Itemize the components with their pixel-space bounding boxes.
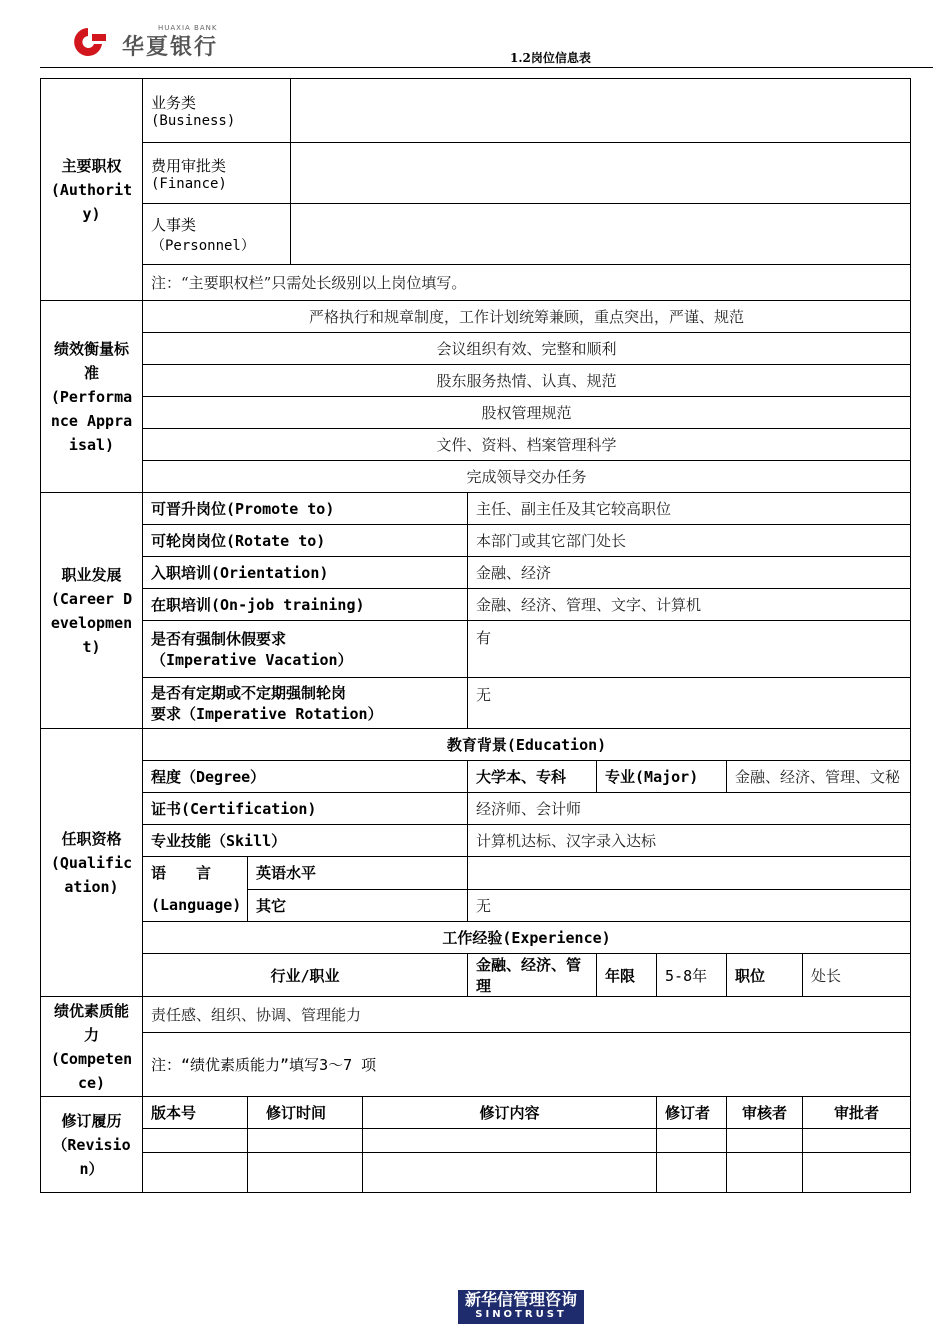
revision-cell[interactable] — [727, 1153, 803, 1193]
performance-item: 股权管理规范 — [143, 397, 911, 429]
performance-item: 文件、资料、档案管理科学 — [143, 429, 911, 461]
authority-title-en: (Authority) — [50, 180, 133, 223]
authority-finance-label — [143, 143, 291, 204]
english-value[interactable] — [468, 857, 911, 890]
vacation-label-cn: 是否有强制休假要求 — [151, 630, 287, 648]
career-label — [143, 621, 468, 678]
business-label-cn: 业务类 — [151, 94, 197, 112]
page-header — [0, 0, 950, 70]
sinotrust-logo-en: SINOTRUST — [475, 1309, 567, 1320]
career-value: 本部门或其它部门处长 — [468, 525, 911, 557]
career-title-cn: 职业发展 — [61, 565, 122, 584]
revision-cell[interactable] — [803, 1153, 911, 1193]
revision-cell[interactable] — [248, 1153, 363, 1193]
other-language-label: 其它 — [248, 889, 468, 922]
career-value: 金融、经济 — [468, 557, 911, 589]
sinotrust-logo-cn: 新华信管理咨询 — [464, 1290, 577, 1309]
qualification-title-cn: 任职资格 — [61, 829, 122, 848]
education-header: 教育背景(Education) — [143, 729, 911, 761]
performance-item: 严格执行和规章制度，工作计划统筹兼顾，重点突出，严谨、规范 — [143, 301, 911, 333]
revision-cell[interactable] — [363, 1129, 657, 1153]
bank-name-en: HUAXIA BANK — [158, 24, 218, 32]
cert-value: 经济师、会计师 — [468, 793, 911, 825]
authority-personnel-value[interactable] — [291, 204, 911, 265]
career-label: 在职培训(On-job training) — [143, 589, 468, 621]
english-label: 英语水平 — [248, 857, 468, 890]
years-value: 5-8年 — [657, 954, 727, 997]
revision-cell[interactable] — [143, 1153, 248, 1193]
revision-cell[interactable] — [143, 1129, 248, 1153]
performance-item: 完成领导交办任务 — [143, 461, 911, 493]
language-label-en: (Language) — [151, 896, 242, 914]
revision-title-cn: 修订履历 — [61, 1111, 122, 1130]
degree-value: 大学本、专科 — [468, 761, 597, 793]
experience-header: 工作经验(Experience) — [143, 922, 911, 954]
revision-cell[interactable] — [363, 1153, 657, 1193]
career-section-label — [41, 493, 143, 729]
qualification-section-label — [41, 729, 143, 997]
authority-business-label — [143, 79, 291, 143]
skill-label: 专业技能（Skill） — [143, 825, 468, 857]
authority-business-value[interactable] — [291, 79, 911, 143]
revision-cell[interactable] — [657, 1153, 727, 1193]
revision-col-approver: 审批者 — [803, 1097, 911, 1129]
header-divider — [40, 67, 933, 68]
skill-value: 计算机达标、汉字录入达标 — [468, 825, 911, 857]
performance-title-en: (Performance Appraisal) — [50, 387, 133, 454]
position-value: 处长 — [803, 954, 911, 997]
authority-title-cn: 主要职权 — [61, 156, 122, 175]
finance-label-cn: 费用审批类 — [151, 156, 227, 175]
personnel-label-en: （Personnel） — [151, 237, 255, 254]
bank-name-cn: 华夏银行 — [122, 35, 219, 60]
finance-label-en: (Finance) — [151, 175, 227, 192]
career-label — [143, 678, 468, 729]
cert-label: 证书(Certification) — [143, 793, 468, 825]
sinotrust-logo — [458, 1290, 584, 1324]
career-label: 可轮岗岗位(Rotate to) — [143, 525, 468, 557]
competence-title-en: (Competence) — [50, 1049, 133, 1092]
competence-note: 注：“绩优素质能力”填写3～7 项 — [143, 1033, 911, 1097]
career-value: 有 — [468, 621, 911, 678]
document-title: 1.2岗位信息表 — [510, 51, 591, 65]
revision-col-reviewer: 审核者 — [727, 1097, 803, 1129]
revision-col-version: 版本号 — [143, 1097, 248, 1129]
major-value: 金融、经济、管理、文秘 — [727, 761, 911, 793]
language-label-cn: 语 言 — [151, 864, 212, 882]
major-label: 专业(Major) — [597, 761, 727, 793]
authority-note: 注：“主要职权栏”只需处长级别以上岗位填写。 — [143, 265, 911, 301]
position-info-table — [40, 78, 911, 1193]
revision-col-reviser: 修订者 — [657, 1097, 727, 1129]
performance-item: 会议组织有效、完整和顺利 — [143, 333, 911, 365]
performance-section-label — [41, 301, 143, 493]
career-title-en: (Career Development) — [50, 589, 133, 656]
revision-cell[interactable] — [248, 1129, 363, 1153]
revision-cell[interactable] — [727, 1129, 803, 1153]
business-label-en: (Business) — [151, 113, 236, 129]
authority-personnel-label — [143, 204, 291, 265]
competence-section-label — [41, 997, 143, 1097]
authority-section-label — [41, 79, 143, 301]
authority-finance-value[interactable] — [291, 143, 911, 204]
revision-cell[interactable] — [657, 1129, 727, 1153]
career-label: 可晋升岗位(Promote to) — [143, 493, 468, 525]
position-label: 职位 — [727, 954, 803, 997]
revision-cell[interactable] — [803, 1129, 911, 1153]
qualification-title-en: (Qualification) — [50, 853, 133, 896]
career-value: 无 — [468, 678, 911, 729]
revision-title-en: （Revision） — [52, 1135, 131, 1178]
vacation-label-en: （Imperative Vacation） — [151, 651, 353, 669]
revision-col-content: 修订内容 — [363, 1097, 657, 1129]
career-label: 入职培训(Orientation) — [143, 557, 468, 589]
years-label: 年限 — [597, 954, 657, 997]
degree-label: 程度（Degree） — [143, 761, 468, 793]
performance-title-cn: 绩效衡量标准 — [53, 339, 129, 382]
revision-col-date: 修订时间 — [248, 1097, 363, 1129]
rotation-label-cn: 是否有定期或不定期强制轮岗 — [151, 684, 347, 702]
performance-item: 股东服务热情、认真、规范 — [143, 365, 911, 397]
industry-value: 金融、经济、管理 — [468, 954, 597, 997]
other-language-value: 无 — [468, 889, 911, 922]
personnel-label-cn: 人事类 — [151, 215, 197, 234]
rotation-label-en: 要求（Imperative Rotation） — [151, 705, 383, 723]
industry-label: 行业/职业 — [143, 954, 468, 997]
language-label — [143, 857, 248, 922]
career-value: 主任、副主任及其它较高职位 — [468, 493, 911, 525]
competence-title-cn: 绩优素质能力 — [53, 1001, 129, 1044]
revision-section-label — [41, 1097, 143, 1193]
huaxia-bank-logo-icon — [70, 24, 112, 60]
career-value: 金融、经济、管理、文字、计算机 — [468, 589, 911, 621]
competence-value: 责任感、组织、协调、管理能力 — [143, 997, 911, 1033]
